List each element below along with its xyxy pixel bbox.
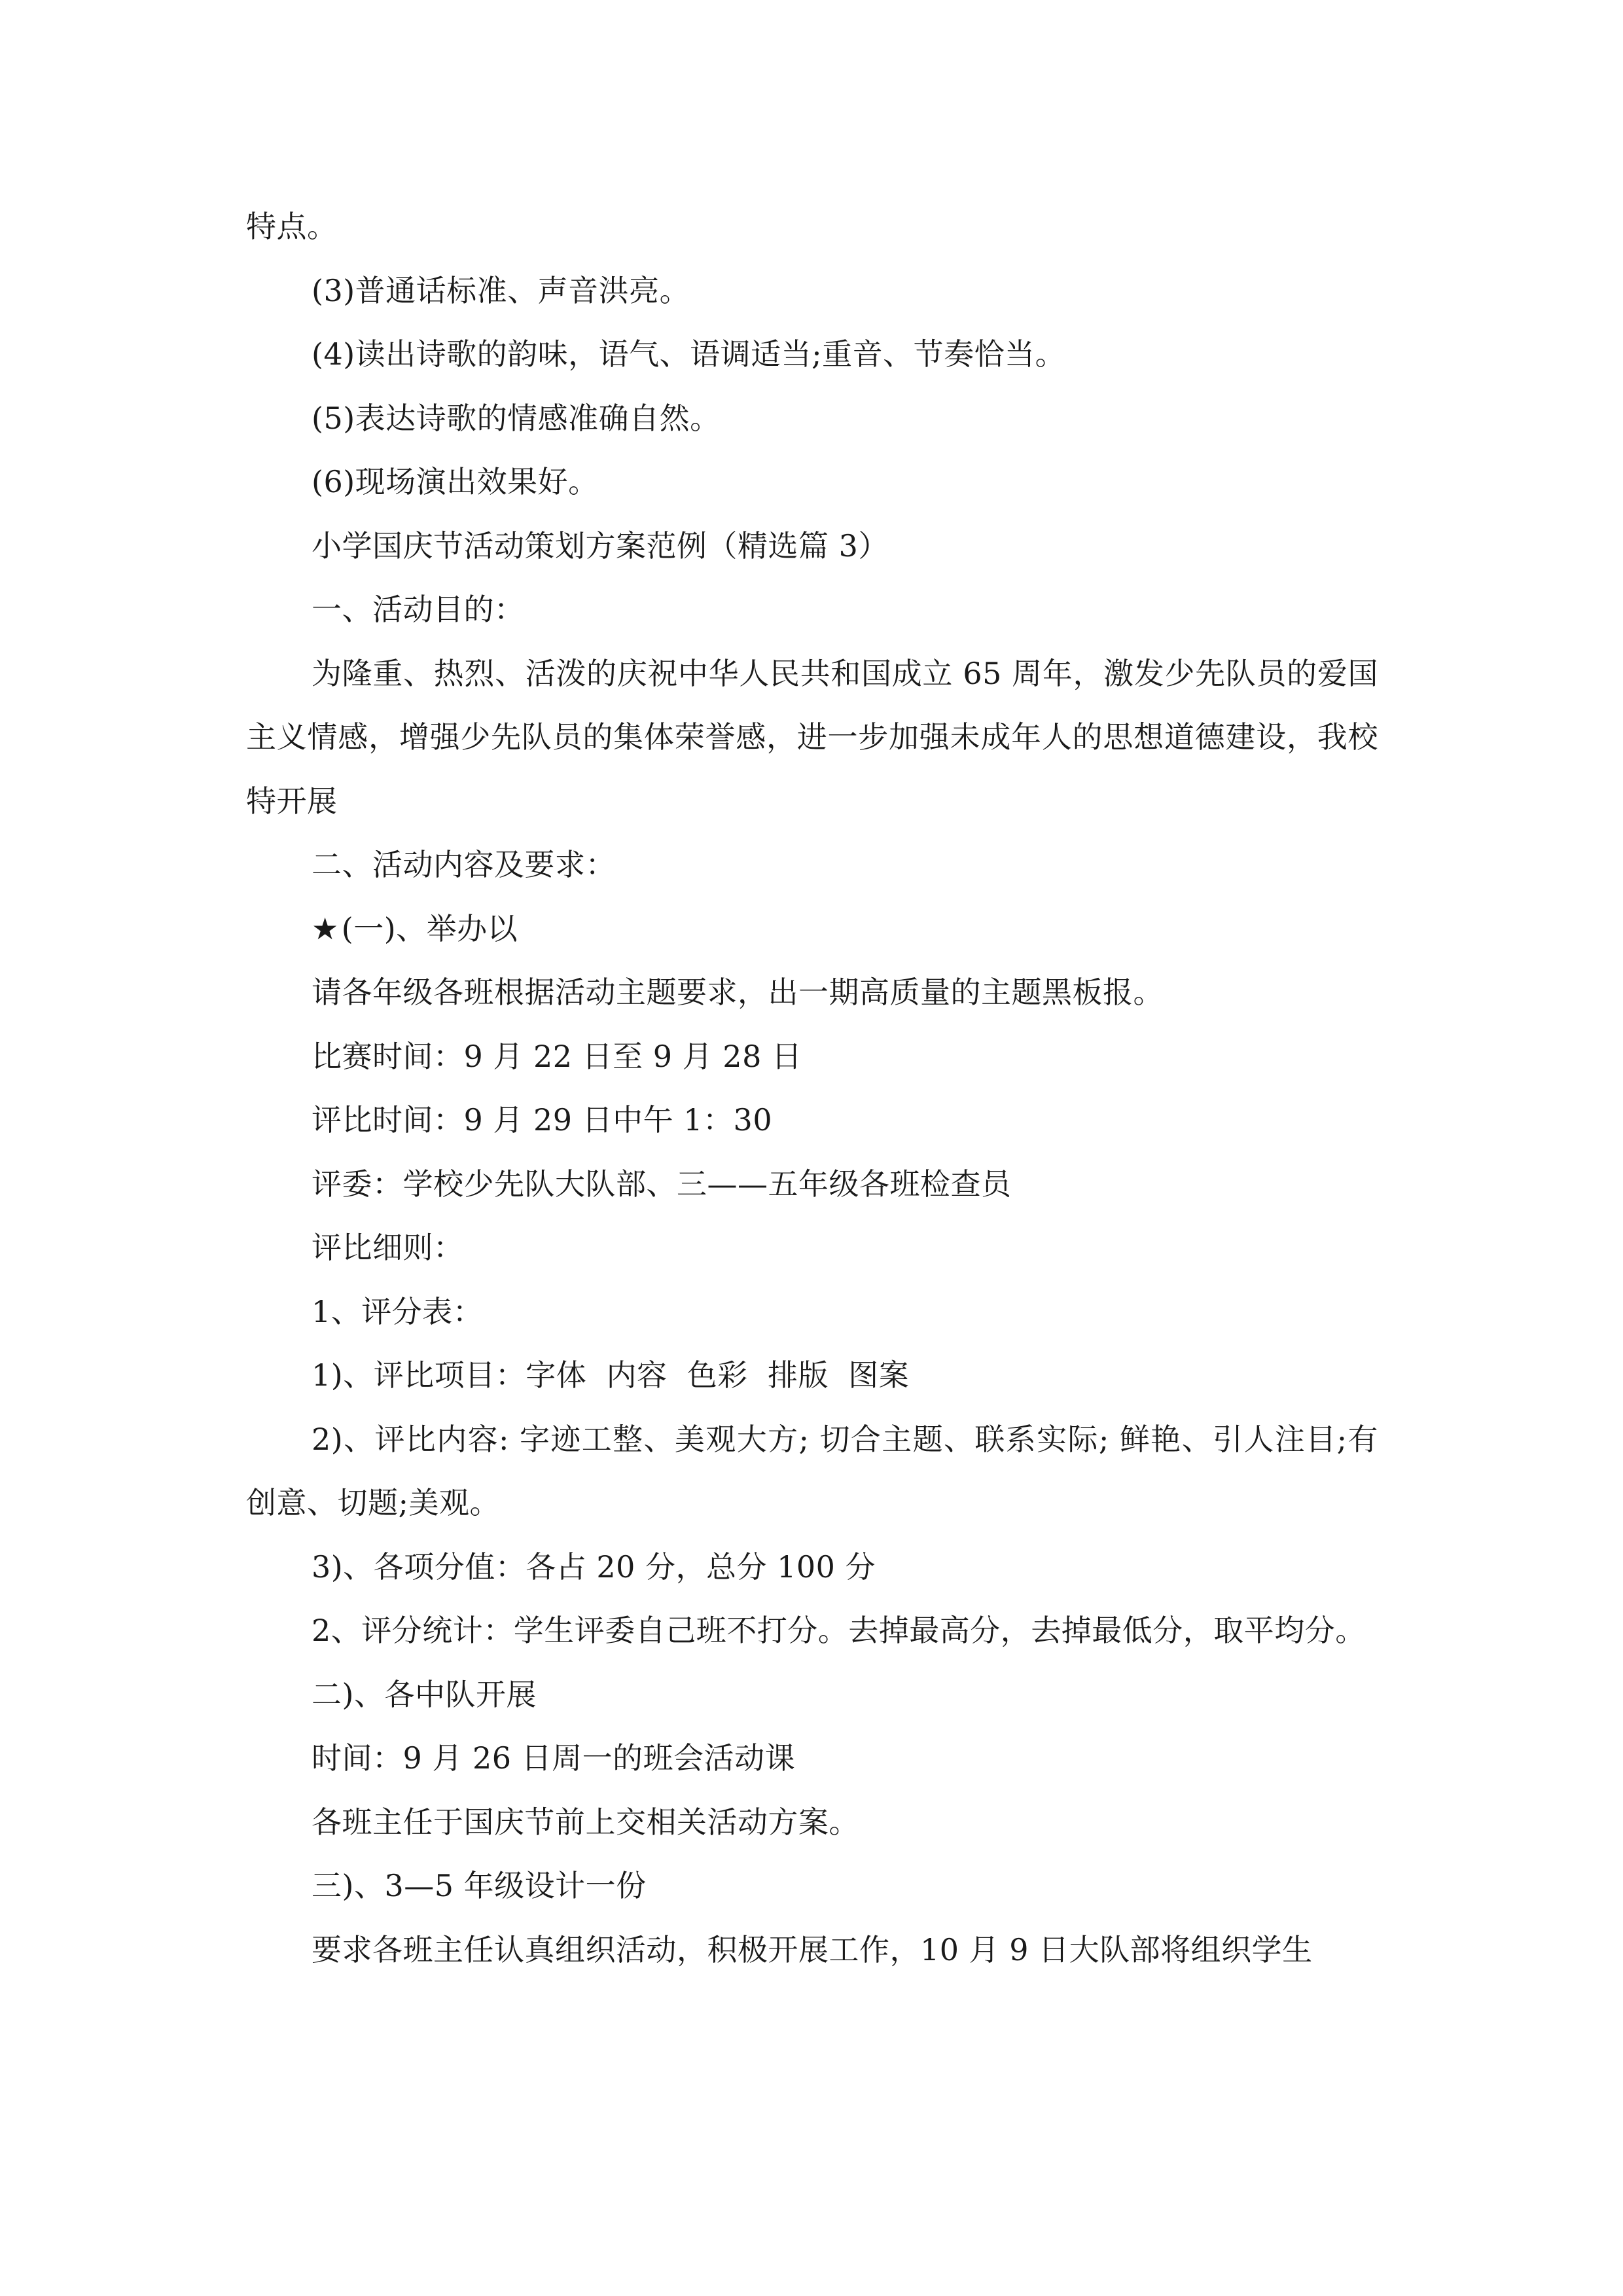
section-title: 小学国庆节活动策划方案范例（精选篇 3） <box>312 528 889 564</box>
heading-grade-design: 三)、3—5 年级设计一份 <box>312 1868 647 1903</box>
paragraph-judging-time: 评比时间：9 月 29 日中午 1：30 <box>312 1102 773 1138</box>
star-item-label: (一)、举办以 <box>341 910 518 946</box>
paragraph-score-values: 3)、各项分值：各占 20 分，总分 100 分 <box>312 1549 876 1585</box>
heading-judging-rules: 评比细则： <box>312 1230 464 1265</box>
paragraph-criterion-3: (3)普通话标准、声音洪亮。 <box>312 272 690 308</box>
paragraph-criterion-5: (5)表达诗歌的情感准确自然。 <box>312 400 721 436</box>
star-icon: ★ <box>312 910 339 946</box>
heading-activity-content: 二、活动内容及要求： <box>312 847 616 882</box>
heading-squad-activities: 二)、各中队开展 <box>312 1676 537 1712</box>
document-body <box>246 195 1378 1982</box>
paragraph-score-statistics: 2、评分统计：学生评委自己班不打分。去掉最高分，去掉最低分，取平均分。 <box>312 1613 1366 1648</box>
paragraph-squad-time: 时间：9 月 26 日周一的班会活动课 <box>312 1740 796 1776</box>
heading-activity-purpose: 一、活动目的： <box>312 592 525 627</box>
paragraph-purpose-body: 为隆重、热烈、活泼的庆祝中华人民共和国成立 65 周年，激发少先队员的爱国主义情感，增强少先队员的集体荣誉感，进一步加强未成年人的思想道德建设，我校特开展 <box>246 655 1378 819</box>
paragraph-text-continuation: 特点。 <box>246 209 338 244</box>
paragraph-judging-items: 1)、评比项目：字体 内容 色彩 排版 图案 <box>312 1357 910 1393</box>
paragraph-blackboard-request: 请各年级各班根据活动主题要求，出一期高质量的主题黑板报。 <box>312 975 1164 1010</box>
paragraph-criterion-6: (6)现场演出效果好。 <box>312 464 599 499</box>
paragraph-judges: 评委：学校少先队大队部、三——五年级各班检查员 <box>312 1166 1012 1202</box>
paragraph-submit-plan: 各班主任于国庆节前上交相关活动方案。 <box>312 1804 859 1840</box>
paragraph-competition-time: 比赛时间：9 月 22 日至 9 月 28 日 <box>312 1038 802 1074</box>
paragraph-criterion-4: (4)读出诗歌的韵味，语气、语调适当;重音、节奏恰当。 <box>312 336 1066 372</box>
paragraph-judging-content: 2)、评比内容: 字迹工整、美观大方; 切合主题、联系实际; 鲜艳、引人注目;有创意、切题;美观。 <box>246 1421 1378 1520</box>
star-list-item <box>246 897 1378 961</box>
heading-score-sheet: 1、评分表： <box>312 1293 484 1329</box>
paragraph-organize-requirement: 要求各班主任认真组织活动，积极开展工作，10 月 9 日大队部将组织学生 <box>312 1931 1313 1967</box>
